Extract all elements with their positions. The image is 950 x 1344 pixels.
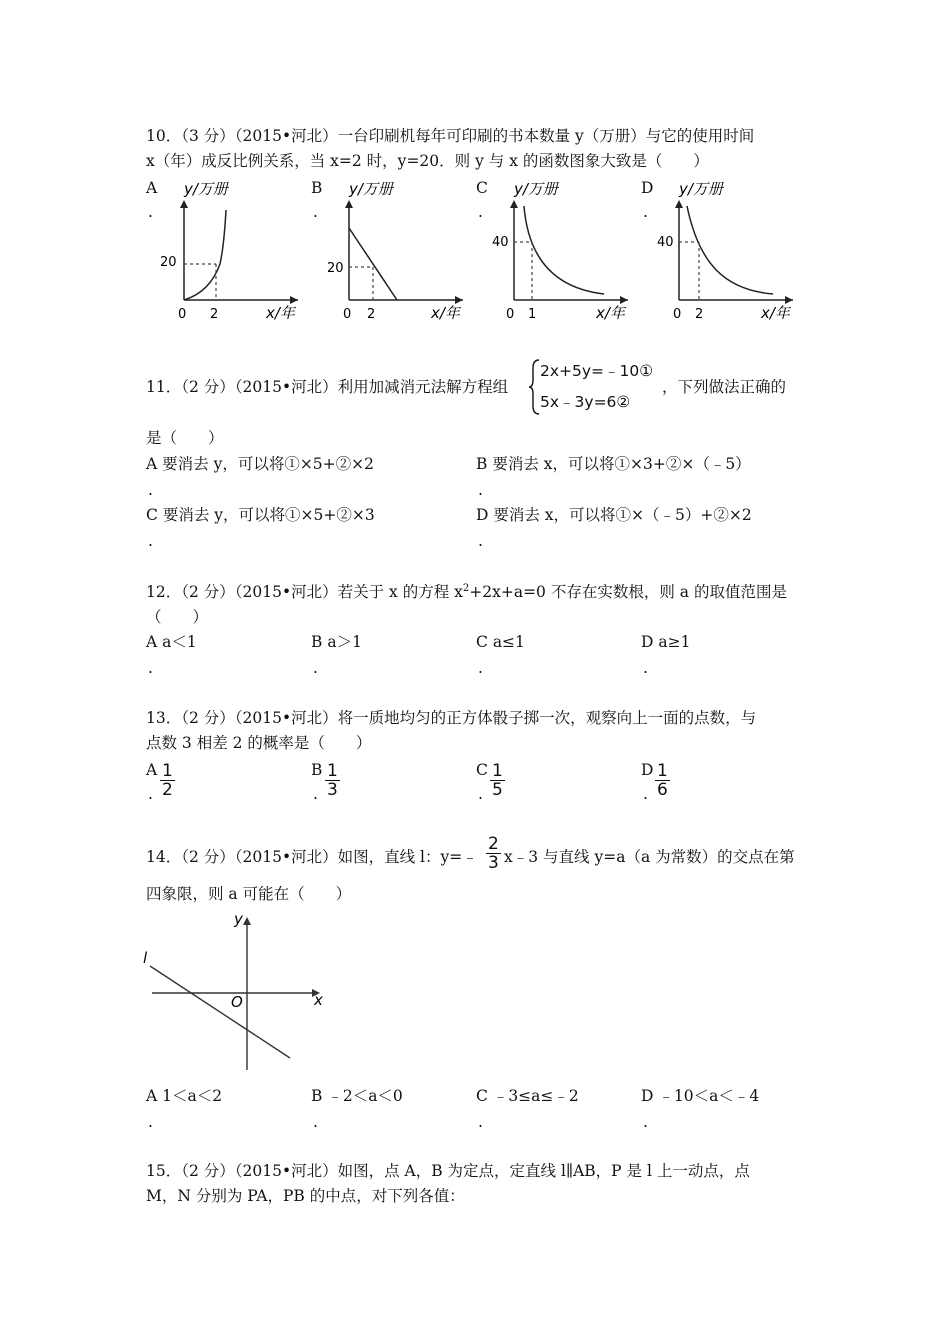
q14-option-d-text: ﹣10＜a＜﹣4 xyxy=(658,1087,760,1105)
q11-option-c-letter: C xyxy=(146,506,158,524)
q12-option-c-letter: C xyxy=(476,633,488,651)
q12-option-c-dot: . xyxy=(478,659,483,677)
q15-line2: M，N 分别为 PA，PB 的中点，对下列各值： xyxy=(146,1187,465,1205)
q13-option-d-dot: . xyxy=(643,785,648,803)
q11-option-c xyxy=(146,505,375,525)
q12-option-d-dot: . xyxy=(643,659,648,677)
q10-option-a-dot: . xyxy=(148,203,153,221)
q14-option-b-dot: . xyxy=(313,1113,318,1131)
q13-option-b-dot: . xyxy=(313,785,318,803)
q14-option-c-dot: . xyxy=(478,1113,483,1131)
q10-c-y-tick: 40 xyxy=(492,235,509,250)
q14-option-d-letter: D xyxy=(641,1087,654,1105)
q12-option-d xyxy=(641,632,690,652)
q12-exponent: 2 xyxy=(462,582,470,594)
q10-option-c-dot: . xyxy=(478,203,483,221)
q13-option-a-fraction xyxy=(160,762,175,799)
q13-option-c-numerator: 1 xyxy=(492,761,503,781)
q13-line2: 点数 3 相差 2 的概率是（ ） xyxy=(146,734,372,752)
q10-c-origin: 0 xyxy=(506,307,515,322)
q10-line2: x（年）成反比例关系，当 x=2 时，y=20．则 y 与 x 的函数图象大致是（ ） xyxy=(146,152,709,170)
q12-option-a-text: a＜1 xyxy=(162,633,197,651)
q10-a-y-tick: 20 xyxy=(160,255,177,270)
q13-option-d-denominator: 6 xyxy=(657,780,668,800)
q10-a-x-label: x/年 xyxy=(266,304,295,322)
q13-option-a-dot: . xyxy=(148,785,153,803)
q14-option-c xyxy=(476,1086,579,1106)
q15-line1: 15．（2 分）（2015•河北）如图，点 A，B 为定点，定直线 l∥AB，P 是 l 上一动点，点 xyxy=(146,1162,750,1180)
q13-option-c-dot: . xyxy=(478,785,483,803)
q10-b-y-label: y/万册 xyxy=(349,180,393,198)
q10-line1: 10．（3 分）（2015•河北）一台印刷机每年可印刷的书本数量 y（万册）与它的使用时间 xyxy=(146,127,755,145)
q14-slope-denominator: 3 xyxy=(488,853,499,873)
q13-option-a-numerator: 1 xyxy=(162,761,173,781)
q12-option-c-text: a≤1 xyxy=(492,633,525,651)
q11-equation-2: 5x﹣3y=6② xyxy=(540,393,631,411)
q12-option-b-text: a＞1 xyxy=(327,633,362,651)
q11-option-a xyxy=(146,454,374,474)
q10-option-a-letter: A xyxy=(146,179,158,197)
q13-option-a-letter: A xyxy=(146,761,158,779)
q14-option-b-letter: B xyxy=(311,1087,323,1105)
q11-option-b-text: 要消去 x，可以将①×3+②×（﹣5） xyxy=(492,455,751,473)
q10-option-d-dot: . xyxy=(643,203,648,221)
system-brace xyxy=(528,358,540,416)
q14-figure xyxy=(140,908,340,1076)
q14-option-c-letter: C xyxy=(476,1087,488,1105)
q13-option-a-denominator: 2 xyxy=(162,780,173,800)
q13-option-c-fraction xyxy=(490,762,505,799)
q14-option-d-dot: . xyxy=(643,1113,648,1131)
q14-line1-b: x﹣3 与直线 y=a（a 为常数）的交点在第 xyxy=(504,848,795,866)
q10-graph-c xyxy=(480,176,640,328)
q11-option-d xyxy=(476,505,752,525)
q11-option-a-letter: A xyxy=(146,455,158,473)
q14-option-a-dot: . xyxy=(148,1113,153,1131)
q13-option-b-denominator: 3 xyxy=(327,780,338,800)
q11-option-d-text: 要消去 x，可以将①×（﹣5）+②×2 xyxy=(493,506,752,524)
q11-option-c-dot: . xyxy=(148,532,153,550)
q14-option-a xyxy=(146,1086,222,1106)
q10-a-y-label: y/万册 xyxy=(184,180,228,198)
q11-prefix: 11．（2 分）（2015•河北）利用加减消元法解方程组 xyxy=(146,378,509,396)
q10-graph-d xyxy=(645,176,805,328)
q10-b-origin: 0 xyxy=(343,307,352,322)
q12-option-b xyxy=(311,632,362,652)
q10-c-x-tick: 1 xyxy=(528,307,537,322)
q10-option-c-letter: C xyxy=(476,179,488,197)
q12-line1-b: +2x+a=0 不存在实数根，则 a 的取值范围是 xyxy=(469,583,787,601)
q11-option-d-dot: . xyxy=(478,532,483,550)
q10-b-y-tick: 20 xyxy=(327,261,344,276)
q14-slope-fraction xyxy=(486,835,501,872)
q13-option-d-letter: D xyxy=(641,761,654,779)
q11-option-b-letter: B xyxy=(476,455,488,473)
q14-option-b-text: ﹣2＜a＜0 xyxy=(327,1087,403,1105)
q10-b-x-tick: 2 xyxy=(367,307,376,322)
q14-option-d xyxy=(641,1086,759,1106)
q12-option-c xyxy=(476,632,525,652)
q10-graph-b xyxy=(315,176,475,328)
q11-suffix: ，下列做法正确的 xyxy=(662,378,787,396)
q14-option-a-text: 1＜a＜2 xyxy=(162,1087,223,1105)
q14-origin-label: O xyxy=(231,993,243,1011)
q14-slope-numerator: 2 xyxy=(488,834,499,854)
q10-d-origin: 0 xyxy=(673,307,682,322)
q10-graph-a xyxy=(150,176,310,328)
q11-option-d-letter: D xyxy=(476,506,489,524)
q14-line2: 四象限，则 a 可能在（ ） xyxy=(146,885,352,903)
q10-c-y-label: y/万册 xyxy=(514,180,558,198)
q10-option-b-letter: B xyxy=(311,179,323,197)
q14-option-c-text: ﹣3≤a≤﹣2 xyxy=(492,1087,579,1105)
q11-option-b xyxy=(476,454,751,474)
q13-option-b-letter: B xyxy=(311,761,323,779)
q12-line1-a: 12．（2 分）（2015•河北）若关于 x 的方程 x xyxy=(146,583,463,601)
q10-d-y-tick: 40 xyxy=(657,235,674,250)
q10-c-x-label: x/年 xyxy=(596,304,625,322)
q10-option-b-dot: . xyxy=(313,203,318,221)
q10-d-x-label: x/年 xyxy=(761,304,790,322)
q14-line1-a: 14．（2 分）（2015•河北）如图，直线 l：y=﹣ xyxy=(146,848,478,866)
q10-a-x-tick: 2 xyxy=(210,307,219,322)
q14-option-b xyxy=(311,1086,403,1106)
q11-option-b-dot: . xyxy=(478,481,483,499)
q12-option-a-letter: A xyxy=(146,633,158,651)
q11-line2: 是（ ） xyxy=(146,429,224,447)
q13-option-d-fraction xyxy=(655,762,670,799)
q13-option-d-numerator: 1 xyxy=(657,761,668,781)
q13-option-b-fraction xyxy=(325,762,340,799)
q13-option-c-letter: C xyxy=(476,761,488,779)
q10-a-origin: 0 xyxy=(178,307,187,322)
q11-option-a-text: 要消去 y，可以将①×5+②×2 xyxy=(162,455,375,473)
q12-option-d-letter: D xyxy=(641,633,654,651)
q11-option-a-dot: . xyxy=(148,481,153,499)
q11-option-c-text: 要消去 y，可以将①×5+②×3 xyxy=(162,506,375,524)
q12-option-b-letter: B xyxy=(311,633,323,651)
q12-line1 xyxy=(146,582,787,602)
q13-option-b-numerator: 1 xyxy=(327,761,338,781)
q10-option-d-letter: D xyxy=(641,179,654,197)
q14-y-label: y xyxy=(234,910,243,928)
q12-option-a xyxy=(146,632,197,652)
q13-line1: 13．（2 分）（2015•河北）将一质地均匀的正方体骰子掷一次，观察向上一面的点数，与 xyxy=(146,709,757,727)
q12-line2: （ ） xyxy=(146,608,209,626)
q14-x-label: x xyxy=(314,991,323,1009)
q10-d-y-label: y/万册 xyxy=(679,180,723,198)
q12-option-a-dot: . xyxy=(148,659,153,677)
q12-option-d-text: a≥1 xyxy=(658,633,691,651)
q11-equation-1: 2x+5y=﹣10① xyxy=(540,362,654,380)
q13-option-c-denominator: 5 xyxy=(492,780,503,800)
q12-option-b-dot: . xyxy=(313,659,318,677)
q10-b-x-label: x/年 xyxy=(431,304,460,322)
q14-line-label: l xyxy=(143,949,148,967)
q10-d-x-tick: 2 xyxy=(695,307,704,322)
q14-option-a-letter: A xyxy=(146,1087,158,1105)
